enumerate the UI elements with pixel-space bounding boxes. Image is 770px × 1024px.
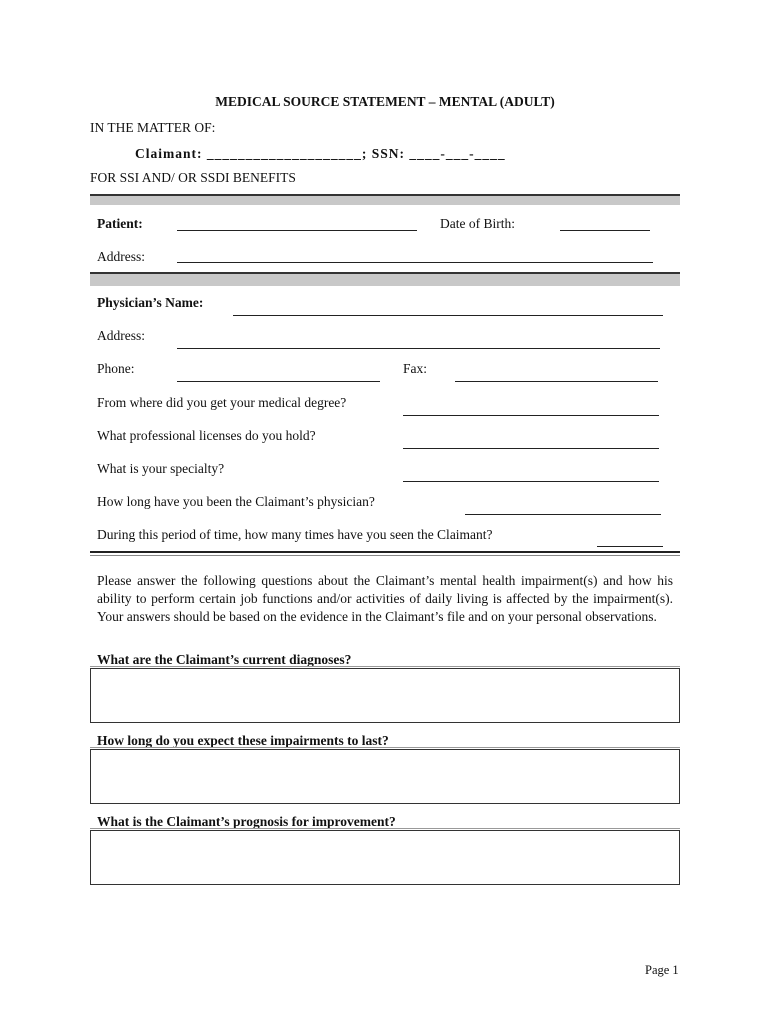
instructions-paragraph: Please answer the following questions about the Claimant’s mental health impairment(s) and how his ability to perform certain job functions and/or activities of daily living is affected by the impairment(s). Your answers should be based on the evidence in the Claimant’s file and on your personal observations.: [97, 573, 673, 624]
medical-degree-question: From where did you get your medical degree?: [97, 395, 347, 410]
form-title: MEDICAL SOURCE STATEMENT – MENTAL (ADULT): [215, 94, 555, 109]
prognosis-answer-box[interactable]: [90, 830, 680, 885]
benefits-heading: FOR SSI AND/ OR SSDI BENEFITS: [90, 170, 296, 185]
date-of-birth-label: Date of Birth:: [440, 216, 515, 231]
physician-name-field[interactable]: [233, 315, 663, 316]
fax-label: Fax:: [403, 361, 428, 376]
how-long-physician-field[interactable]: [465, 514, 661, 515]
date-of-birth-field[interactable]: [560, 230, 650, 231]
fax-field[interactable]: [455, 381, 658, 382]
question-impairment-duration: How long do you expect these impairments to last?: [97, 733, 389, 748]
impairment-duration-answer-box[interactable]: [90, 749, 680, 804]
times-seen-question: During this period of time, how many times have you seen the Claimant?: [97, 527, 493, 542]
patient-address-field[interactable]: [177, 262, 653, 263]
question-divider: [90, 666, 680, 667]
specialty-question: What is your specialty?: [97, 461, 225, 476]
patient-label: Patient:: [97, 216, 143, 231]
question-divider: [90, 828, 680, 829]
question-prognosis: What is the Claimant’s prognosis for improvement?: [97, 814, 396, 829]
section-divider-patient: [90, 194, 680, 205]
licenses-question: What professional licenses do you hold?: [97, 428, 316, 443]
physician-name-label: Physician’s Name:: [97, 295, 204, 310]
phone-field[interactable]: [177, 381, 380, 382]
phone-label: Phone:: [97, 361, 135, 376]
patient-name-field[interactable]: [177, 230, 417, 231]
page-number: Page 1: [645, 963, 679, 977]
how-long-physician-question: How long have you been the Claimant’s physician?: [97, 494, 375, 509]
times-seen-field[interactable]: [597, 546, 663, 547]
matter-heading: IN THE MATTER OF:: [90, 120, 216, 135]
question-diagnoses: What are the Claimant’s current diagnoses?: [97, 652, 352, 667]
question-divider: [90, 747, 680, 748]
section-divider-physician: [90, 272, 680, 286]
medical-degree-field[interactable]: [403, 415, 659, 416]
physician-address-label: Address:: [97, 328, 145, 343]
section-divider-instructions: [90, 551, 680, 556]
physician-address-field[interactable]: [177, 348, 660, 349]
licenses-field[interactable]: [403, 448, 659, 449]
claimant-ssn-line: Claimant: ____________________; SSN: ____-___-____: [135, 146, 506, 161]
specialty-field[interactable]: [403, 481, 659, 482]
patient-address-label: Address:: [97, 249, 145, 264]
diagnoses-answer-box[interactable]: [90, 668, 680, 723]
